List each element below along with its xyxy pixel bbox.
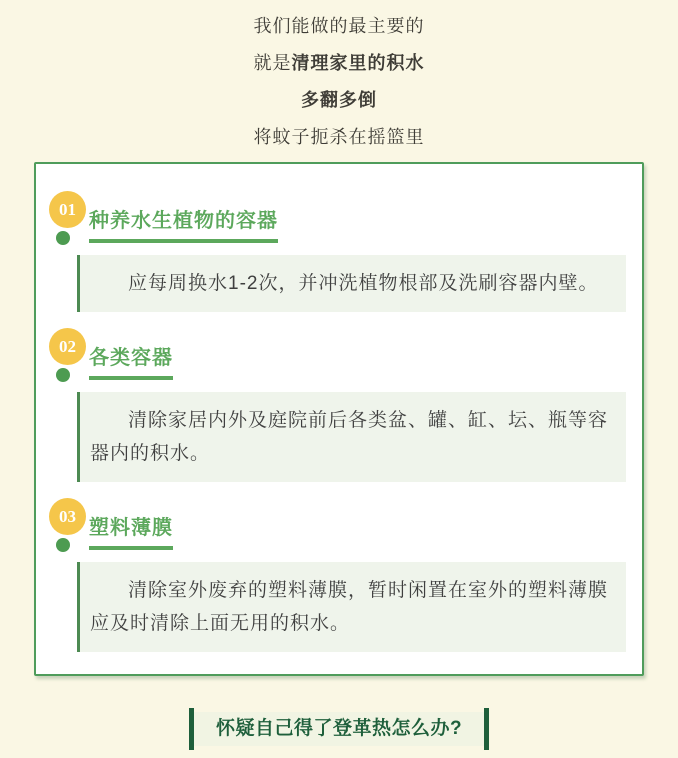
section-title: 各类容器 — [89, 341, 173, 380]
intro-line-2 — [0, 45, 678, 82]
section-01 — [49, 191, 626, 312]
number-badge: 01 — [49, 191, 86, 228]
section-body: 清除家居内外及庭院前后各类盆、罐、缸、坛、瓶等容器内的积水。 — [77, 392, 626, 482]
section-03 — [49, 498, 626, 652]
intro-text-block — [0, 0, 678, 156]
section-title: 种养水生植物的容器 — [89, 204, 278, 243]
bullet-dot-icon — [56, 538, 70, 552]
section-01-header — [49, 191, 626, 245]
section-title: 塑料薄膜 — [89, 511, 173, 550]
number-badge: 03 — [49, 498, 86, 535]
bullet-dot-icon — [56, 368, 70, 382]
tips-card — [34, 162, 644, 676]
bullet-dot-icon — [56, 231, 70, 245]
intro-line-3: 多翻多倒 — [301, 90, 377, 110]
footer-question-text: 怀疑自己得了登革热怎么办? — [194, 712, 484, 746]
footer-right-bar — [484, 708, 489, 750]
intro-line-2-normal: 就是 — [253, 53, 292, 73]
section-03-header — [49, 498, 626, 552]
section-02-header — [49, 328, 626, 382]
section-body: 清除室外废弃的塑料薄膜，暂时闲置在室外的塑料薄膜应及时清除上面无用的积水。 — [77, 562, 626, 652]
section-02 — [49, 328, 626, 482]
footer-question-banner — [0, 708, 678, 750]
intro-line-4: 将蚊子扼杀在摇篮里 — [253, 127, 425, 147]
intro-line-2-bold: 清理家里的积水 — [291, 53, 425, 73]
section-body: 应每周换水1-2次，并冲洗植物根部及洗刷容器内壁。 — [77, 255, 626, 312]
number-badge: 02 — [49, 328, 86, 365]
intro-line-1: 我们能做的最主要的 — [253, 16, 425, 36]
